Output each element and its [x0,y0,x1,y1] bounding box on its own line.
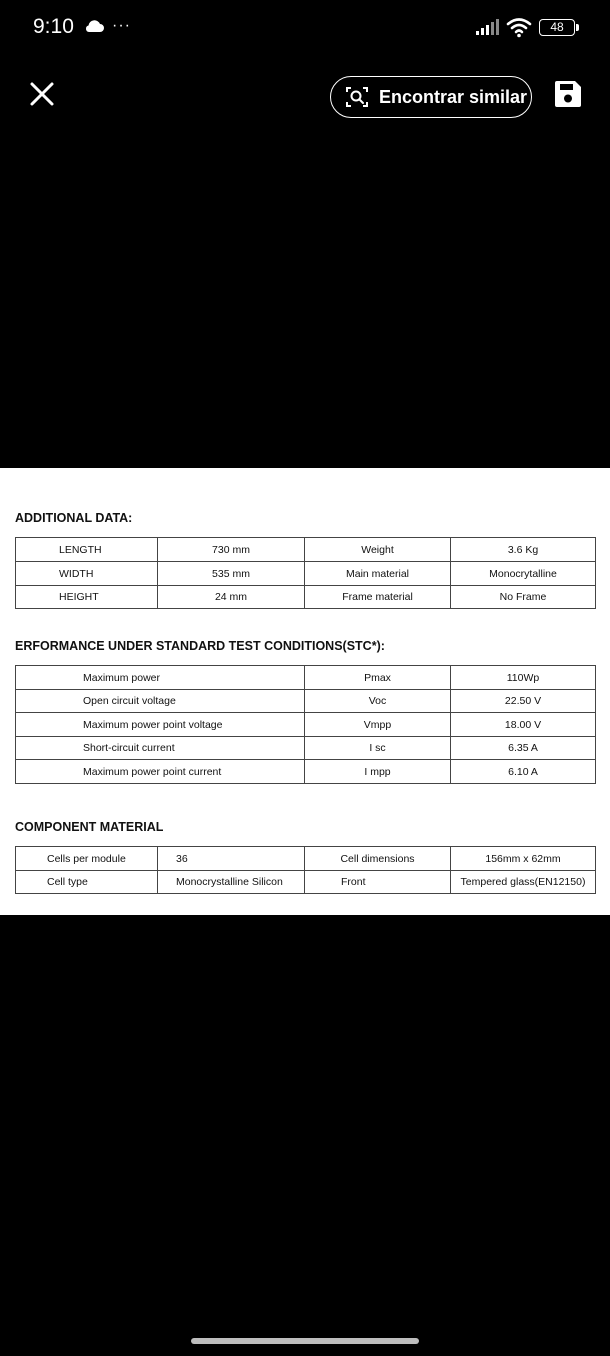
table-cell: 6.10 A [451,760,596,784]
more-notifications-icon: ··· [112,17,131,34]
table-row [16,666,596,690]
table-cell: Cell dimensions [305,847,451,871]
table-cell: 730 mm [158,538,305,562]
visual-search-icon [345,85,369,109]
component-material-title: COMPONENT MATERIAL [15,820,164,834]
table-cell: 110Wp [451,666,596,690]
table-cell: WIDTH [16,562,158,586]
table-row [16,586,596,609]
table-cell: Maximum power point current [16,760,305,784]
table-row [16,690,596,713]
table-cell: Maximum power [16,666,305,690]
clock: 9:10 [33,15,74,38]
table-cell: Weight [305,538,451,562]
table-cell: 18.00 V [451,713,596,737]
table-cell: I mpp [305,760,451,784]
table-cell: Vmpp [305,713,451,737]
find-similar-button[interactable] [330,76,532,118]
table-cell: Cells per module [16,847,158,871]
spec-sheet-image [0,468,610,915]
table-cell: LENGTH [16,538,158,562]
battery-icon [539,19,575,36]
table-cell: No Frame [451,586,596,609]
table-cell: Monocrystalline Silicon [158,871,305,894]
close-button[interactable] [26,78,58,110]
battery-level: 48 [550,20,564,34]
save-icon [555,81,581,107]
table-row [16,760,596,784]
wifi-icon [506,16,532,38]
table-cell: 3.6 Kg [451,538,596,562]
cloud-icon [84,19,104,33]
additional-data-table [15,537,596,609]
table-row [16,562,596,586]
home-indicator[interactable] [191,1338,419,1344]
table-cell: Short-circuit current [16,737,305,760]
table-cell: Open circuit voltage [16,690,305,713]
close-icon [32,84,52,104]
table-cell: 36 [158,847,305,871]
table-row [16,871,596,894]
table-row [16,538,596,562]
table-cell: Main material [305,562,451,586]
table-cell: Frame material [305,586,451,609]
table-cell: 6.35 A [451,737,596,760]
performance-table [15,665,596,784]
table-row [16,713,596,737]
table-cell: Tempered glass(EN12150) [451,871,596,894]
table-cell: HEIGHT [16,586,158,609]
status-bar [0,0,610,56]
table-cell: I sc [305,737,451,760]
table-row [16,737,596,760]
table-cell: 535 mm [158,562,305,586]
performance-title: ERFORMANCE UNDER STANDARD TEST CONDITIONS(STC*): [15,639,385,653]
table-cell: Cell type [16,871,158,894]
table-cell: 22.50 V [451,690,596,713]
save-button[interactable] [553,79,583,109]
table-cell: 156mm x 62mm [451,847,596,871]
table-cell: Monocrytalline [451,562,596,586]
find-similar-label: Encontrar similar [379,86,528,107]
additional-data-title: ADDITIONAL DATA: [15,511,133,525]
signal-strength-icon [475,18,501,36]
table-cell: Voc [305,690,451,713]
component-material-table [15,846,596,894]
table-cell: Front [305,871,451,894]
table-row [16,847,596,871]
table-cell: 24 mm [158,586,305,609]
table-cell: Maximum power point voltage [16,713,305,737]
table-cell: Pmax [305,666,451,690]
